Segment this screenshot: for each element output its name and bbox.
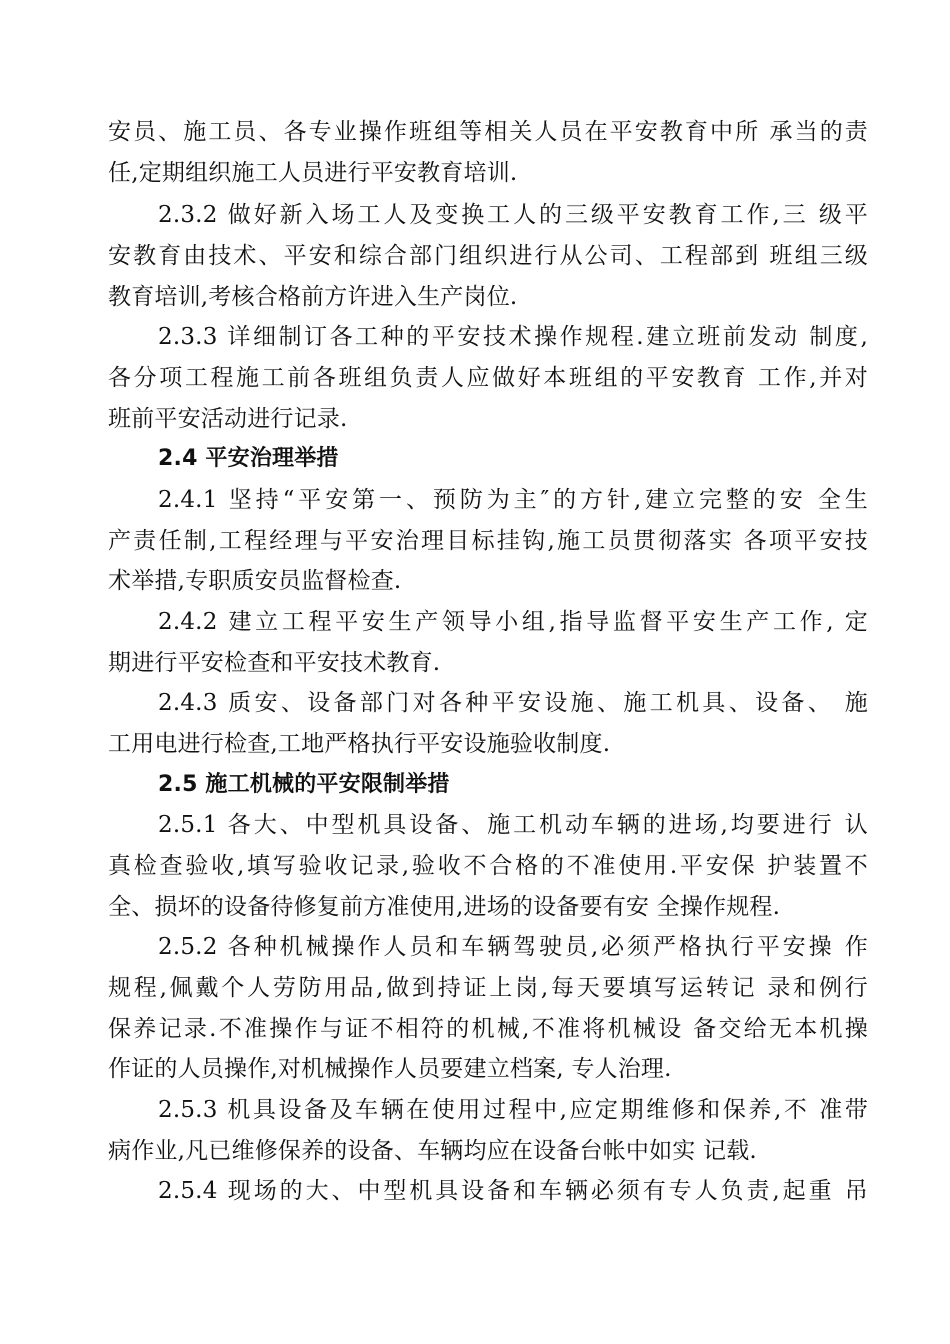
paragraph-line: 2.4.1 坚持“平安第一、预防为主″的方针,建立完整的安 全生 bbox=[158, 487, 868, 513]
section-heading: 2.4 平安治理举措 bbox=[158, 446, 339, 471]
paragraph-line: 真检查验收,填写验收记录,验收不合格的不准使用.平安保 护装置不 bbox=[108, 853, 868, 879]
paragraph-line: 作证的人员操作,对机械操作人员要建立档案, 专人治理. bbox=[108, 1056, 672, 1082]
paragraph-line: 2.4.2 建立工程平安生产领导小组,指导监督平安生产工作, 定 bbox=[158, 609, 868, 635]
paragraph-line: 教育培训,考核合格前方许进入生产岗位. bbox=[108, 284, 518, 310]
paragraph-line: 安教育由技术、平安和综合部门组织进行从公司、工程部到 班组三级 bbox=[108, 243, 868, 269]
paragraph-line: 2.3.2 做好新入场工人及变换工人的三级平安教育工作,三 级平 bbox=[158, 202, 868, 228]
paragraph-line: 2.5.3 机具设备及车辆在使用过程中,应定期维修和保养,不 准带 bbox=[158, 1097, 868, 1123]
paragraph-line: 产责任制,工程经理与平安治理目标挂钩,施工员贯彻落实 各项平安技 bbox=[108, 528, 868, 554]
paragraph-line: 病作业,凡已维修保养的设备、车辆均应在设备台帐中如实 记载. bbox=[108, 1138, 757, 1164]
paragraph-line: 2.5.1 各大、中型机具设备、施工机动车辆的进场,均要进行 认 bbox=[158, 812, 868, 838]
paragraph-line: 工用电进行检查,工地严格执行平安设施验收制度. bbox=[108, 731, 611, 757]
paragraph-line: 安员、施工员、各专业操作班组等相关人员在平安教育中所 承当的责 bbox=[108, 119, 868, 145]
paragraph-line: 期进行平安检查和平安技术教育. bbox=[108, 650, 441, 676]
paragraph-line: 2.3.3 详细制订各工种的平安技术操作规程.建立班前发动 制度, bbox=[158, 324, 868, 350]
paragraph-line: 术举措,专职质安员监督检查. bbox=[108, 568, 402, 594]
paragraph-line: 2.5.4 现场的大、中型机具设备和车辆必须有专人负责,起重 吊 bbox=[158, 1178, 868, 1204]
paragraph-line: 规程,佩戴个人劳防用品,做到持证上岗,每天要填写运转记 录和例行 bbox=[108, 975, 868, 1001]
paragraph-line: 任,定期组织施工人员进行平安教育培训. bbox=[108, 160, 518, 186]
section-heading: 2.5 施工机械的平安限制举措 bbox=[158, 772, 450, 797]
paragraph-line: 全、损坏的设备待修复前方准使用,进场的设备要有安 全操作规程. bbox=[108, 894, 781, 920]
paragraph-line: 班前平安活动进行记录. bbox=[108, 406, 348, 432]
paragraph-line: 2.4.3 质安、设备部门对各种平安设施、施工机具、设备、 施 bbox=[158, 690, 868, 716]
paragraph-line: 保养记录.不准操作与证不相符的机械,不准将机械设 备交给无本机操 bbox=[108, 1016, 868, 1042]
paragraph-line: 各分项工程施工前各班组负责人应做好本班组的平安教育 工作,并对 bbox=[108, 365, 868, 391]
paragraph-line: 2.5.2 各种机械操作人员和车辆驾驶员,必须严格执行平安操 作 bbox=[158, 934, 868, 960]
